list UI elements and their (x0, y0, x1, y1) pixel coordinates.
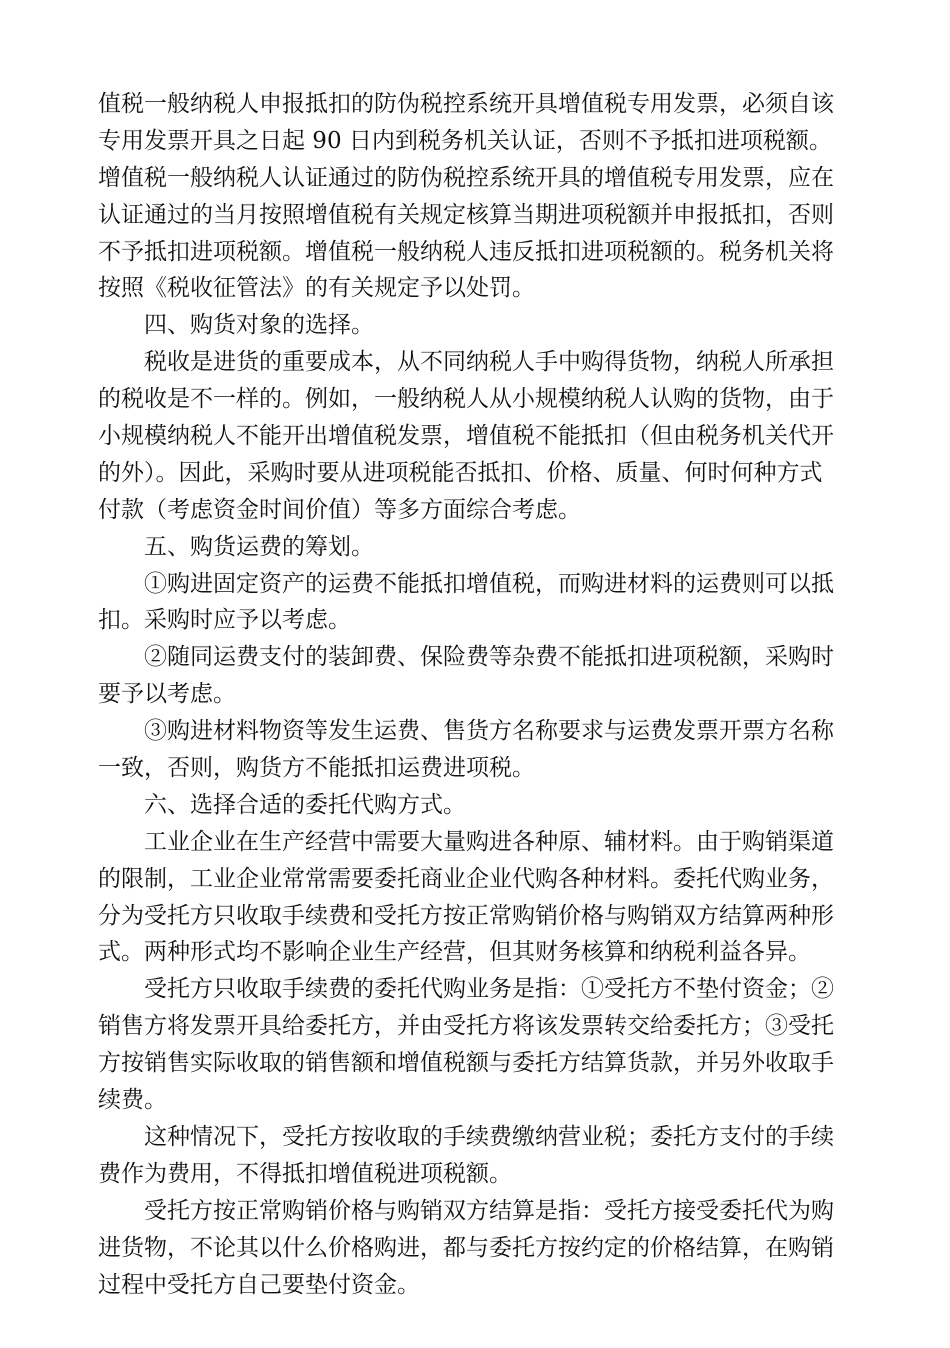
text-line: 的限制，工业企业常常需要委托商业企业代购各种材料。委托代购业务， (98, 865, 834, 892)
paragraph-agency-purchase-intro (98, 824, 858, 972)
paragraph-freight-item-3 (98, 713, 858, 787)
text-line: 税收是进货的重要成本，从不同纳税人手中购得货物，纳税人所承担 (144, 349, 834, 376)
paragraph-freight-item-2 (98, 639, 858, 713)
text-line: 的税收是不一样的。例如，一般纳税人从小规模纳税人认购的货物，由于 (98, 386, 834, 413)
section-heading-6 (98, 787, 858, 824)
paragraph-freight-item-1 (98, 566, 858, 640)
section-heading-5 (98, 529, 858, 566)
document-page (98, 86, 858, 1303)
text-line: 增值税一般纳税人认证通过的防伪税控系统开具的增值税专用发票，应在 (98, 164, 834, 191)
text-line: 受托方按正常购销价格与购销双方结算是指：受托方接受委托代为购 (144, 1197, 834, 1224)
section-heading-4 (98, 307, 858, 344)
text-line: 过程中受托方自己要垫付资金。 (98, 1271, 420, 1298)
text-line: 这种情况下，受托方按收取的手续费缴纳营业税；委托方支付的手续 (144, 1123, 834, 1150)
paragraph-normal-price-settlement (98, 1193, 858, 1304)
text-line: 认证通过的当月按照增值税有关规定核算当期进项税额并申报抵扣，否则 (98, 201, 834, 228)
text-line: ③购进材料物资等发生运费、售货方名称要求与运费发票开票方名称 (144, 718, 834, 745)
text-line: 销售方将发票开具给委托方，并由受托方将该发票转交给委托方；③受托 (98, 1013, 834, 1040)
text-line: ①购进固定资产的运费不能抵扣增值税，而购进材料的运费则可以抵 (144, 570, 834, 597)
text-line: 工业企业在生产经营中需要大量购进各种原、辅材料。由于购销渠道 (144, 828, 834, 855)
text-line: 按照《税收征管法》的有关规定予以处罚。 (98, 275, 535, 302)
text-line: 式。两种形式均不影响企业生产经营，但其财务核算和纳税利益各异。 (98, 939, 811, 966)
text-line: 专用发票开具之日起 90 日内到税务机关认证，否则不予抵扣进项税额。 (98, 127, 832, 154)
heading-line: 五、购货运费的筹划。 (144, 533, 374, 560)
text-line: 扣。采购时应予以考虑。 (98, 607, 351, 634)
heading-line: 四、购货对象的选择。 (144, 312, 374, 339)
text-line: 方按销售实际收取的销售额和增值税额与委托方结算货款，并另外收取手 (98, 1050, 834, 1077)
text-line: 的外）。因此，采购时要从进项税能否抵扣、价格、质量、何时何种方式 (98, 459, 823, 486)
text-line: 值税一般纳税人申报抵扣的防伪税控系统开具增值税专用发票，必须自该 (98, 91, 834, 117)
paragraph-continuation-invoice-rules (98, 86, 858, 307)
text-line: 进货物，不论其以什么价格购进，都与委托方按约定的价格结算，在购销 (98, 1234, 834, 1261)
text-line: 费作为费用，不得抵扣增值税进项税额。 (98, 1160, 512, 1187)
text-line: 不予抵扣进项税额。增值税一般纳税人违反抵扣进项税额的。税务机关将 (98, 238, 834, 265)
paragraph-supplier-choice (98, 344, 858, 528)
paragraph-fee-tax-treatment (98, 1119, 858, 1193)
text-line: 分为受托方只收取手续费和受托方按正常购销价格与购销双方结算两种形 (98, 902, 834, 929)
text-line: 续费。 (98, 1087, 167, 1114)
text-line: 一致，否则，购货方不能抵扣运费进项税。 (98, 755, 535, 782)
text-line: 要予以考虑。 (98, 681, 236, 708)
text-line: ②随同运费支付的装卸费、保险费等杂费不能抵扣进项税额，采购时 (144, 644, 834, 671)
heading-line: 六、选择合适的委托代购方式。 (144, 791, 466, 818)
text-line: 小规模纳税人不能开出增值税发票，增值税不能抵扣（但由税务机关代开 (98, 423, 834, 450)
text-line: 付款（考虑资金时间价值）等多方面综合考虑。 (98, 496, 581, 523)
text-line: 受托方只收取手续费的委托代购业务是指：①受托方不垫付资金；② (144, 976, 834, 1003)
paragraph-fee-only-agency (98, 971, 858, 1119)
